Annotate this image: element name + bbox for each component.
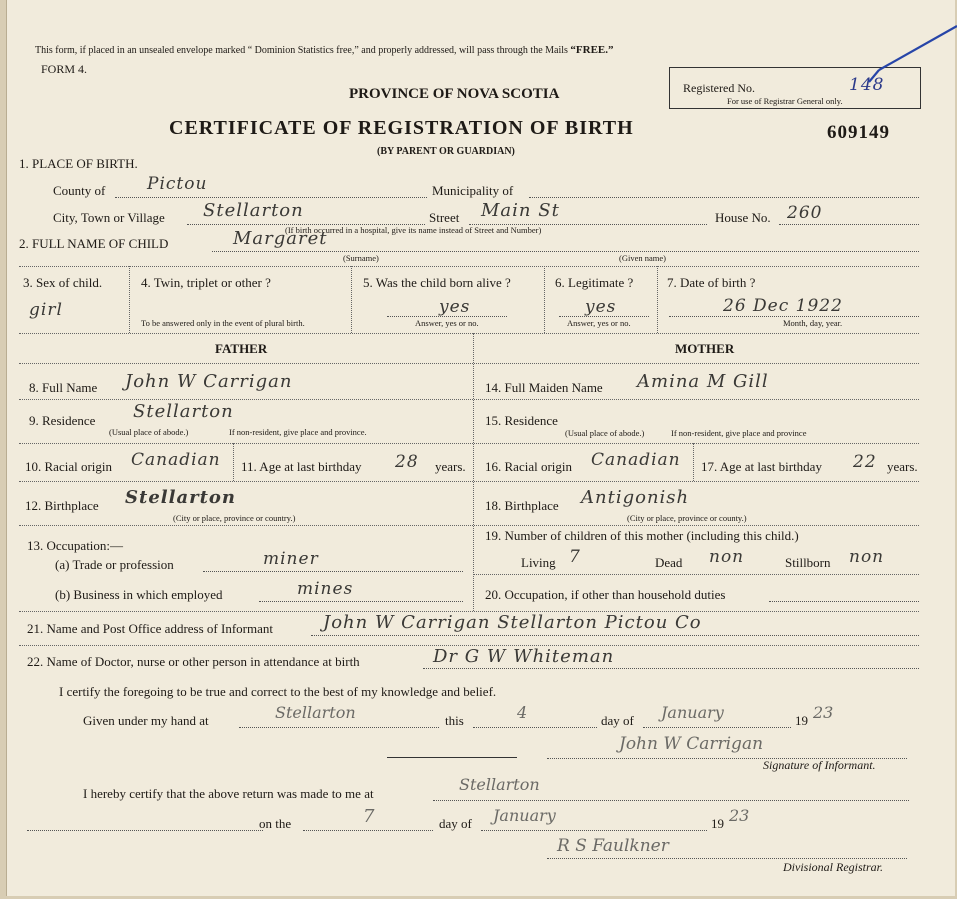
- mother-birthplace-value: Antigonish: [581, 487, 690, 508]
- father-residence-label: 9. Residence: [29, 413, 96, 428]
- business-label: (b) Business in which employed: [55, 587, 223, 602]
- dead-value: non: [709, 547, 745, 567]
- registrar-day-of-label: day of: [439, 816, 472, 831]
- registrar-year-value: 23: [729, 806, 750, 825]
- sex-label: 3. Sex of child.: [23, 275, 103, 290]
- given-day-value: 4: [517, 703, 528, 722]
- stillborn-value: non: [849, 547, 885, 567]
- county-line: [115, 197, 427, 198]
- father-residence-note-b: If non-resident, give place and province.: [229, 427, 367, 437]
- born-alive-value: yes: [439, 297, 471, 317]
- informant-label: 21. Name and Post Office address of Informant: [27, 621, 273, 636]
- given-name-note: (Given name): [619, 253, 666, 263]
- father-birthplace-note: (City or place, province or country.): [173, 513, 296, 523]
- dob-note: Month, day, year.: [783, 318, 843, 328]
- this-label: this: [445, 713, 464, 728]
- certify-statement: I certify the foregoing to be true and correct to the best of my knowledge and belief.: [59, 684, 497, 699]
- mother-birthplace-note: (City or place, province or county.): [627, 513, 747, 523]
- father-origin-label: 10. Racial origin: [25, 459, 113, 474]
- twin-label: 4. Twin, triplet or other ?: [141, 275, 271, 290]
- legitimate-value: yes: [585, 297, 617, 317]
- father-name-label: 8. Full Name: [29, 380, 98, 395]
- doctor-label: 22. Name of Doctor, nurse or other person in attendance at birth: [27, 654, 360, 669]
- mother-residence-label: 15. Residence: [485, 413, 558, 428]
- twin-note: To be answered only in the event of plural birth.: [141, 318, 305, 328]
- living-value: 7: [569, 547, 581, 567]
- municipality-label: Municipality of: [432, 183, 514, 198]
- father-name-value: John W Carrigan: [125, 371, 293, 392]
- father-occupation-label: 13. Occupation:—: [27, 538, 124, 553]
- registrar-statement: I hereby certify that the above return was made to me at: [83, 786, 374, 801]
- father-birthplace-value: Stellarton: [125, 487, 236, 508]
- father-age-value: 28: [395, 452, 419, 472]
- mother-residence-note-b: If non-resident, give place and province: [671, 428, 807, 438]
- child-name-value: Margaret: [233, 228, 328, 249]
- registrar-month-value: January: [493, 806, 556, 825]
- given-year-prefix: 19: [795, 713, 808, 728]
- mother-birthplace-label: 18. Birthplace: [485, 498, 559, 513]
- legitimate-label: 6. Legitimate ?: [555, 275, 634, 290]
- father-heading: FATHER: [215, 341, 268, 356]
- stillborn-label: Stillborn: [785, 555, 831, 570]
- mother-age-value: 22: [853, 452, 877, 472]
- business-value: mines: [297, 579, 354, 599]
- father-age-label: 11. Age at last birthday: [241, 459, 362, 474]
- doctor-value: Dr G W Whiteman: [433, 646, 615, 667]
- place-of-birth-label: 1. PLACE OF BIRTH.: [19, 156, 138, 171]
- mother-name-label: 14. Full Maiden Name: [485, 380, 603, 395]
- form-number: FORM 4.: [41, 62, 88, 76]
- street-value: Main St: [481, 200, 560, 221]
- born-alive-note: Answer, yes or no.: [415, 318, 479, 328]
- sex-value: girl: [29, 300, 63, 320]
- certificate-title: CERTIFICATE OF REGISTRATION OF BIRTH: [169, 117, 634, 139]
- mother-origin-label: 16. Racial origin: [485, 459, 573, 474]
- mother-occupation-label: 20. Occupation, if other than household duties: [485, 587, 726, 602]
- dob-value: 26 Dec 1922: [723, 296, 843, 316]
- informant-value: John W Carrigan Stellarton Pictou Co: [323, 612, 702, 633]
- given-under-label: Given under my hand at: [83, 713, 209, 728]
- mail-notice-text: This form, if placed in an unsealed envelope marked “ Dominion Statistics free,” and properly addressed, will pass through the Mails: [35, 45, 571, 56]
- mail-notice: [35, 44, 614, 56]
- informant-signature-label: Signature of Informant.: [763, 758, 876, 772]
- mother-origin-value: Canadian: [591, 450, 681, 470]
- on-the-label: on the: [259, 816, 292, 831]
- municipality-line: [529, 197, 919, 198]
- father-birthplace-label: 12. Birthplace: [25, 498, 99, 513]
- registrar-day-value: 7: [363, 806, 375, 827]
- mother-residence-note-a: (Usual place of abode.): [565, 428, 645, 438]
- father-residence-value: Stellarton: [133, 401, 234, 422]
- registrar-signature: R S Faulkner: [557, 836, 669, 856]
- house-number-line: [779, 224, 919, 225]
- mother-age-label: 17. Age at last birthday: [701, 459, 822, 474]
- registrar-place-value: Stellarton: [459, 775, 540, 794]
- trade-value: miner: [263, 549, 319, 569]
- father-residence-note-a: (Usual place of abode.): [109, 427, 189, 437]
- certificate-subtitle: (BY PARENT OR GUARDIAN): [377, 146, 515, 157]
- children-count-label: 19. Number of children of this mother (including this child.): [485, 528, 799, 543]
- living-label: Living: [521, 555, 556, 570]
- birth-certificate: [6, 0, 955, 896]
- city-label: City, Town or Village: [53, 210, 165, 225]
- blue-checkmark-icon: [865, 22, 957, 92]
- father-origin-value: Canadian: [131, 450, 221, 470]
- house-number-value: 260: [787, 203, 823, 223]
- surname-note: (Surname): [343, 253, 379, 263]
- certificate-number: 609149: [827, 122, 890, 143]
- given-year-value: 23: [813, 703, 834, 722]
- child-name-line: [212, 251, 919, 252]
- born-alive-label: 5. Was the child born alive ?: [363, 275, 511, 290]
- mother-name-value: Amina M Gill: [637, 371, 769, 392]
- city-value: Stellarton: [203, 200, 304, 221]
- registrar-signature-label: Divisional Registrar.: [783, 860, 884, 874]
- given-month-value: January: [661, 703, 724, 722]
- father-years-label: years.: [435, 459, 466, 474]
- registrar-general-note: For use of Registrar General only.: [727, 96, 843, 106]
- trade-label: (a) Trade or profession: [55, 557, 174, 572]
- street-label: Street: [429, 210, 460, 225]
- informant-signature: John W Carrigan: [619, 734, 764, 754]
- given-place-value: Stellarton: [275, 703, 356, 722]
- hospital-note: (If birth occurred in a hospital, give its name instead of Street and Number): [285, 225, 542, 235]
- free-label: “FREE.”: [570, 44, 614, 56]
- given-day-of-label: day of: [601, 713, 634, 728]
- dead-label: Dead: [655, 555, 683, 570]
- mother-heading: MOTHER: [675, 341, 735, 356]
- legitimate-note: Answer, yes or no.: [567, 318, 631, 328]
- registered-number: 148: [849, 75, 885, 95]
- mother-years-label: years.: [887, 459, 918, 474]
- county-value: Pictou: [147, 174, 208, 194]
- province-heading: PROVINCE OF NOVA SCOTIA: [349, 86, 560, 102]
- county-label: County of: [53, 183, 106, 198]
- child-name-label: 2. FULL NAME OF CHILD: [19, 236, 169, 251]
- dob-label: 7. Date of birth ?: [667, 275, 756, 290]
- house-number-label: House No.: [715, 210, 771, 225]
- registered-label: Registered No.: [683, 81, 755, 95]
- registrar-year-prefix: 19: [711, 816, 724, 831]
